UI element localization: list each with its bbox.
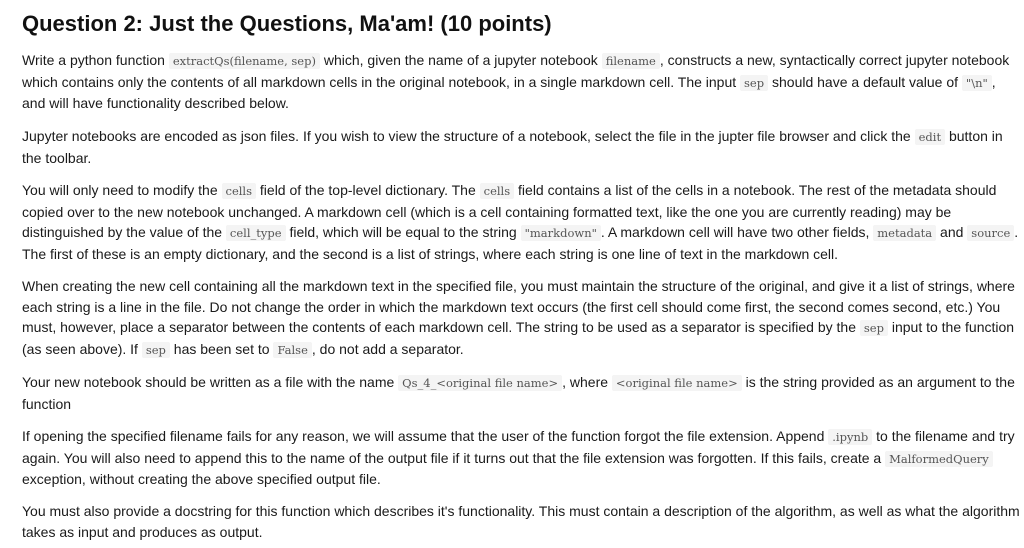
inline-code-edit: edit xyxy=(915,129,945,145)
text: field contains a list of the cells in a notebook. The rest of the metadata should copied over to the new notebook unchanged. A markdown cell (which is a cell containing formatted text, like the one you are currently reading) may be distinguished by the value of the xyxy=(22,182,997,240)
inline-code-newline: "\n" xyxy=(962,75,992,91)
text: which, given the name of a jupyter notebook xyxy=(319,52,602,68)
text: , do not add a separator. xyxy=(311,340,464,357)
text: has been set to xyxy=(169,340,274,357)
text: to the filename and try again. You will also need to append this to the name of the output file if it turns out that the file extension was forgotten. If this fails, create a xyxy=(22,428,1015,466)
paragraph-function-spec xyxy=(22,50,1020,114)
text: Jupyter notebooks are encoded as json files. If you wish to view the structure of a notebook, select the file in the jupter file browser and click the xyxy=(22,128,915,144)
text: Write a python function xyxy=(22,52,169,68)
paragraph-docstring xyxy=(22,501,1020,542)
text: should have a default value of xyxy=(768,73,962,90)
inline-code-filename: filename xyxy=(602,53,660,69)
inline-code-markdown: "markdown" xyxy=(521,225,601,241)
text: is the string provided as an argument to the function xyxy=(22,374,1015,412)
text: When creating the new cell containing all the markdown text in the specified file, you must maintain the structure of the original, and give it a list of strings, where each string is a line in the file. Do not change the order in which the markdown text occurs (the first cell should come first, the second comes second, etc.) You must, however, place a separator between the contents of each markdown cell. The string to be used as a separator is specified by the xyxy=(22,278,1015,335)
text: , and will have functionality described below. xyxy=(22,73,996,111)
inline-code-source: source xyxy=(967,225,1014,241)
text: field of the top-level dictionary. The xyxy=(256,182,480,198)
inline-code-malformed-query: MalformedQuery xyxy=(885,451,993,467)
paragraph-output-name xyxy=(22,372,1020,414)
inline-code-cells: cells xyxy=(480,183,515,199)
text: and xyxy=(936,224,968,240)
inline-code-signature: extractQs(filename, sep) xyxy=(169,53,320,69)
text: Your new notebook should be written as a file with the name xyxy=(22,374,399,390)
inline-code-sep: sep xyxy=(740,75,768,91)
inline-code-original-name: <original file name> xyxy=(612,375,742,391)
text: If opening the specified filename fails for any reason, we will assume that the user of the function forgot the file extension. Append xyxy=(22,428,829,444)
inline-code-false: False xyxy=(273,342,311,358)
text: field, which will be equal to the string xyxy=(285,224,521,240)
inline-code-cell-type: cell_type xyxy=(226,225,286,241)
text: , constructs a new, syntactically correct jupyter notebook which contains only the contents of all markdown cells in the original notebook, in a single markdown cell. The input xyxy=(22,52,1010,90)
paragraph-cells-field xyxy=(22,180,1020,264)
text: button in the toolbar. xyxy=(22,128,1003,166)
inline-code-output-name: Qs_4_<original file name> xyxy=(398,375,562,391)
text: input to the function (as seen above). If xyxy=(22,319,1015,357)
inline-code-sep: sep xyxy=(860,320,888,336)
text: , where xyxy=(562,374,612,390)
inline-code-cells: cells xyxy=(222,183,257,199)
text: . The first of these is an empty dictionary, and the second is a list of strings, where each string is one line of text in the markdown cell. xyxy=(22,224,1019,262)
inline-code-metadata: metadata xyxy=(873,225,936,241)
paragraph-file-extension xyxy=(22,426,1020,490)
text: You will only need to modify the xyxy=(22,182,222,198)
text: . A markdown cell will have two other fields, xyxy=(600,224,874,240)
inline-code-sep: sep xyxy=(142,342,170,358)
inline-code-ipynb: .ipynb xyxy=(828,429,872,445)
paragraph-json-structure xyxy=(22,126,1020,168)
text: You must also provide a docstring for this function which describes it's functionality. This must contain a description of the algorithm, as well as what the algorithm takes as input and produces as output. xyxy=(22,503,1020,540)
paragraph-new-cell xyxy=(22,276,1020,360)
question-title: Question 2: Just the Questions, Ma'am! (10 points) xyxy=(22,11,552,36)
text: exception, without creating the above specified output file. xyxy=(22,471,381,487)
